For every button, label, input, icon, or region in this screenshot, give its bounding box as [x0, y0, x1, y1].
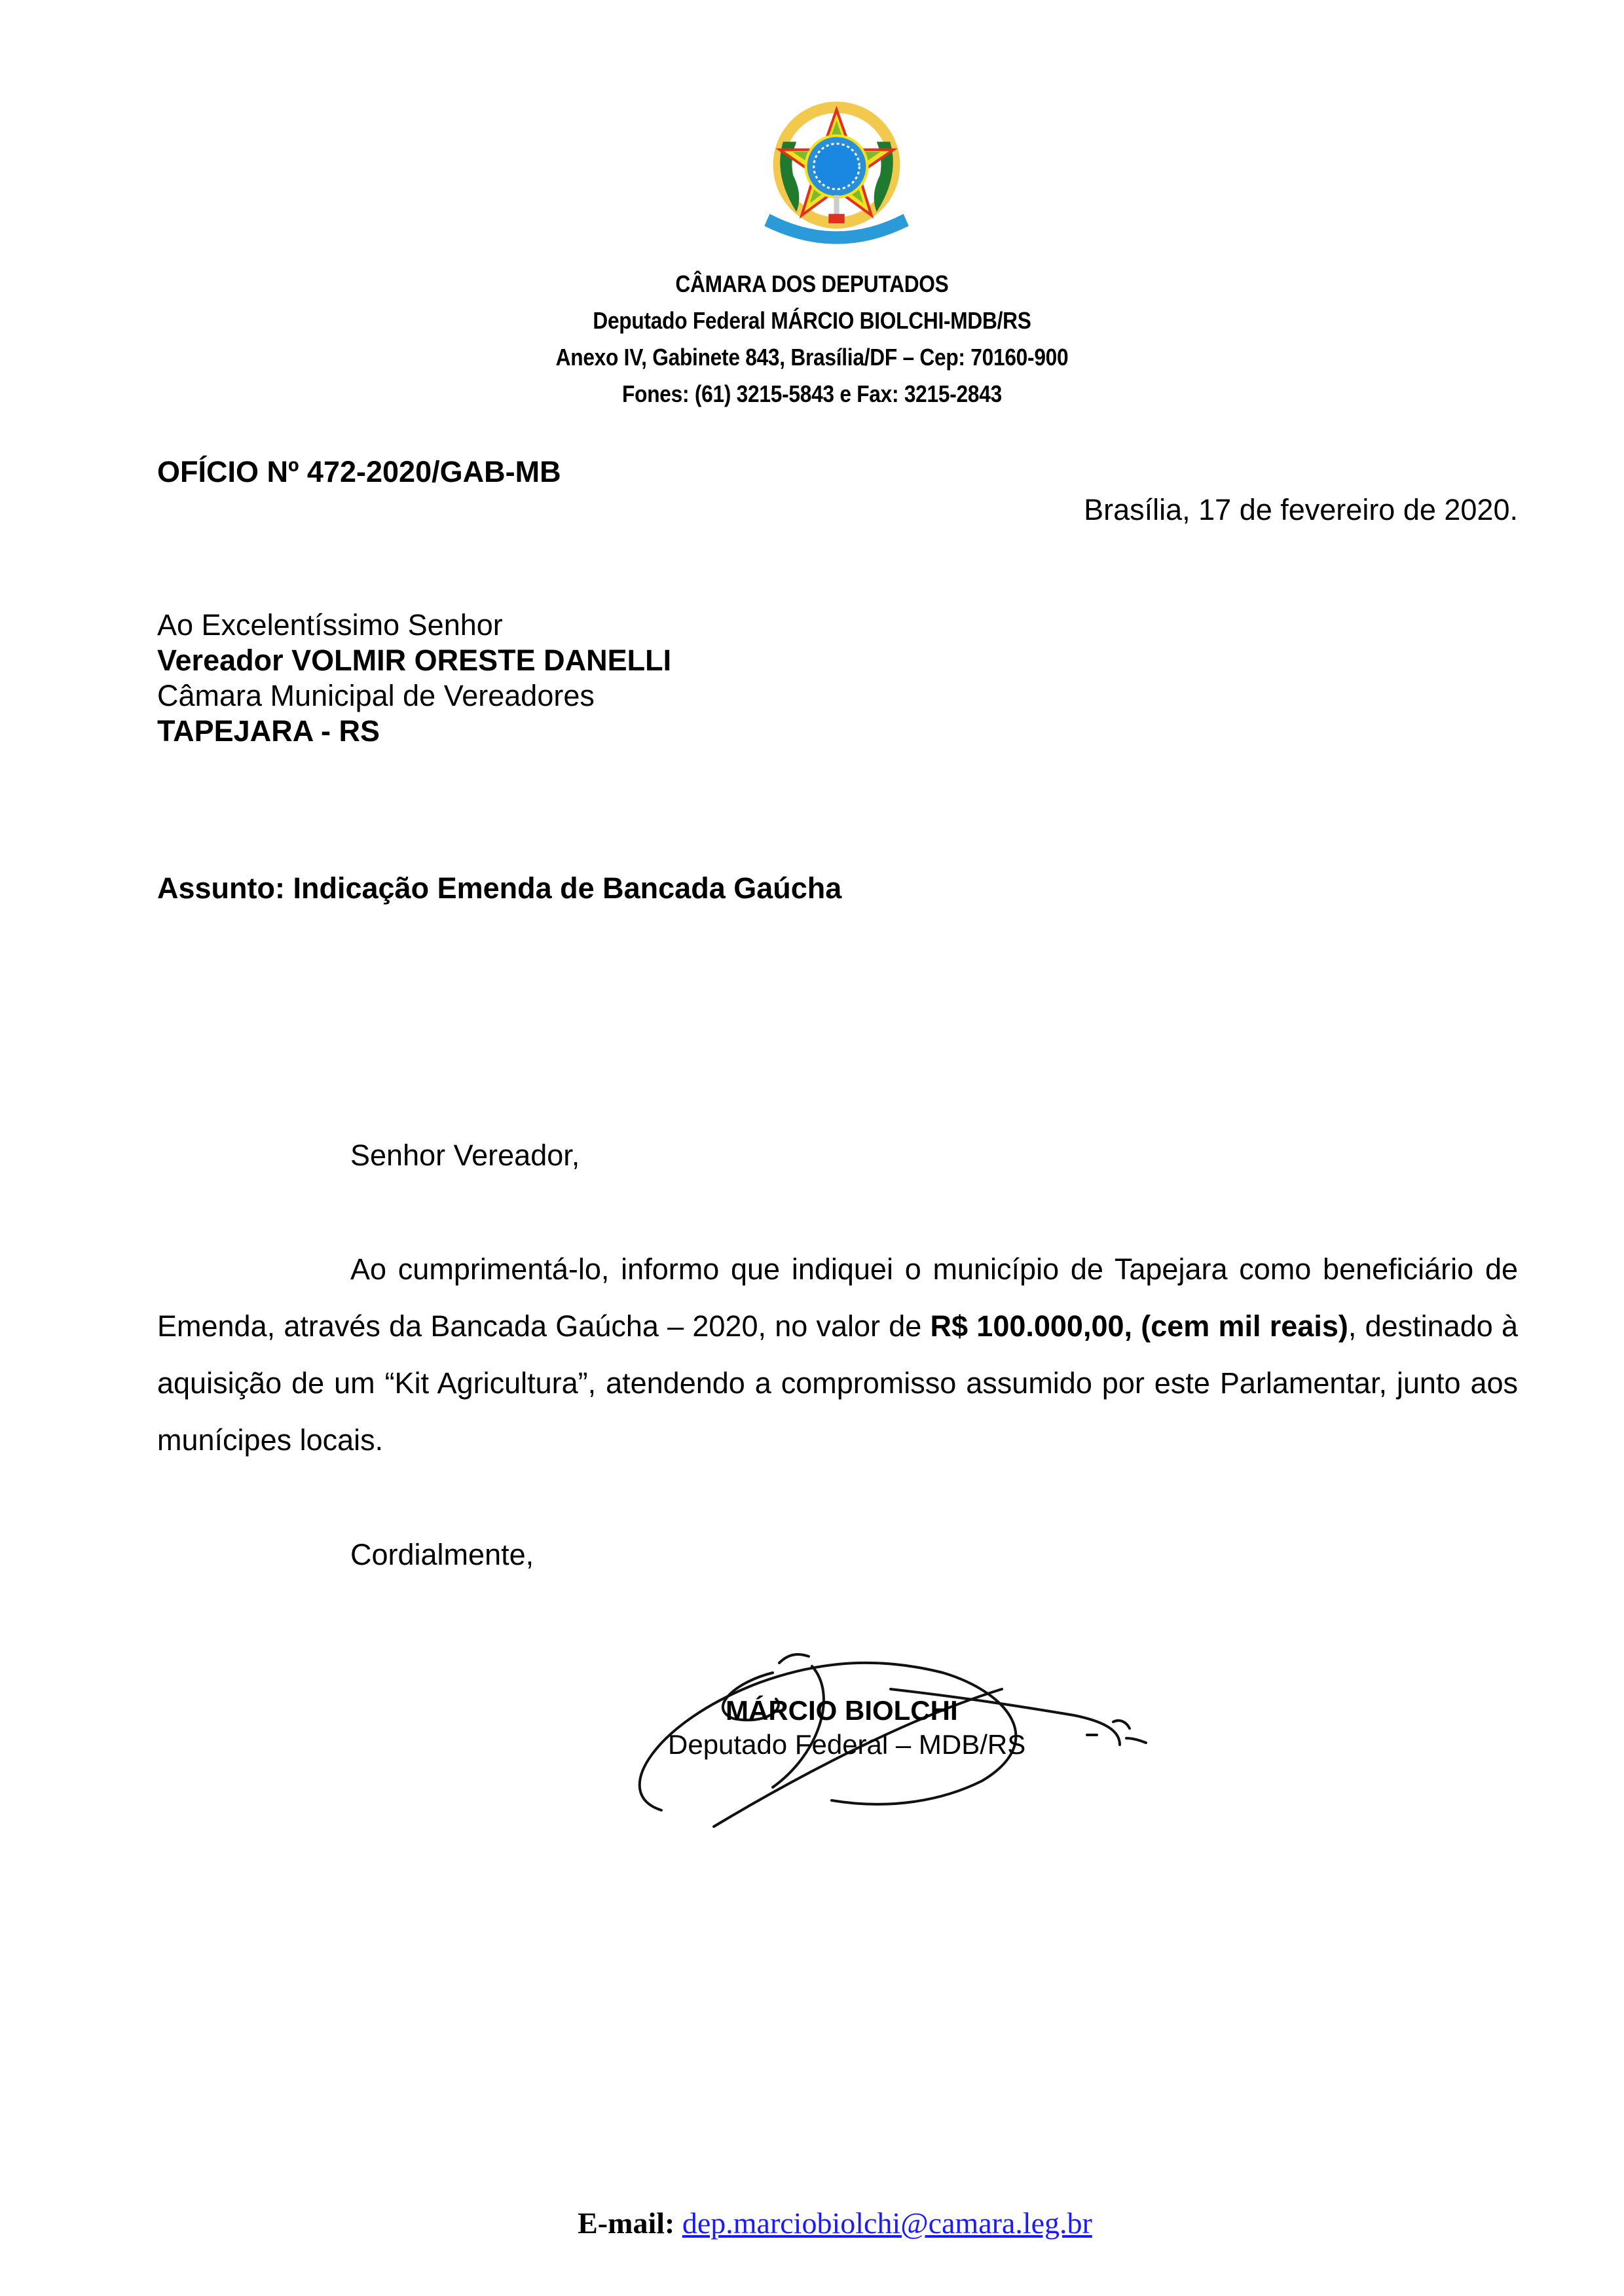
document-reference: OFÍCIO Nº 472-2020/GAB-MB — [157, 455, 561, 488]
letterhead-address: Anexo IV, Gabinete 843, Brasília/DF – Cep: 70160-900 — [555, 344, 1069, 371]
addressee-name: Vereador VOLMIR ORESTE DANELLI — [157, 644, 672, 677]
closing: Cordialmente, — [350, 1538, 534, 1571]
letterhead-deputy: Deputado Federal MÁRCIO BIOLCHI-MDB/RS — [593, 307, 1031, 334]
addressee-block — [157, 608, 671, 749]
greeting: Senhor Vereador, — [350, 1139, 580, 1172]
addressee-salutation: Ao Excelentíssimo Senhor — [157, 608, 503, 642]
letterhead-phones: Fones: (61) 3215-5843 e Fax: 3215-2843 — [622, 380, 1002, 407]
email-label: E-mail: — [578, 2206, 675, 2240]
addressee-city: TAPEJARA - RS — [157, 714, 380, 748]
signatory-name: MÁRCIO BIOLCHI — [726, 1695, 958, 1726]
coat-of-arms-emblem — [756, 95, 917, 255]
signatory-title: Deputado Federal – MDB/RS — [668, 1729, 1026, 1760]
letterhead-chamber: CÂMARA DOS DEPUTADOS — [675, 270, 949, 297]
subject-line: Assunto: Indicação Emenda de Bancada Gaúcha — [157, 871, 842, 905]
addressee-institution: Câmara Municipal de Vereadores — [157, 679, 595, 712]
body-amount: R$ 100.000,00, (cem mil reais) — [930, 1309, 1348, 1343]
body-paragraph — [157, 1241, 1518, 1468]
document-date: Brasília, 17 de fevereiro de 2020. — [1084, 493, 1518, 526]
body-text-part1: Ao cumprimentá-lo, informo que indiquei o município de Tapejara como beneficiário de Emenda, através da Bancada Gaúcha – 2020, no valor de — [157, 1252, 1518, 1343]
footer-email — [0, 2205, 1624, 2242]
email-link[interactable]: dep.marciobiolchi@camara.leg.br — [682, 2206, 1092, 2240]
body-text-part2: , destinado à aquisição de um “Kit Agricultura”, atendendo a compromisso assumido por este Parlamentar, junto aos munícipes locais. — [157, 1309, 1519, 1457]
